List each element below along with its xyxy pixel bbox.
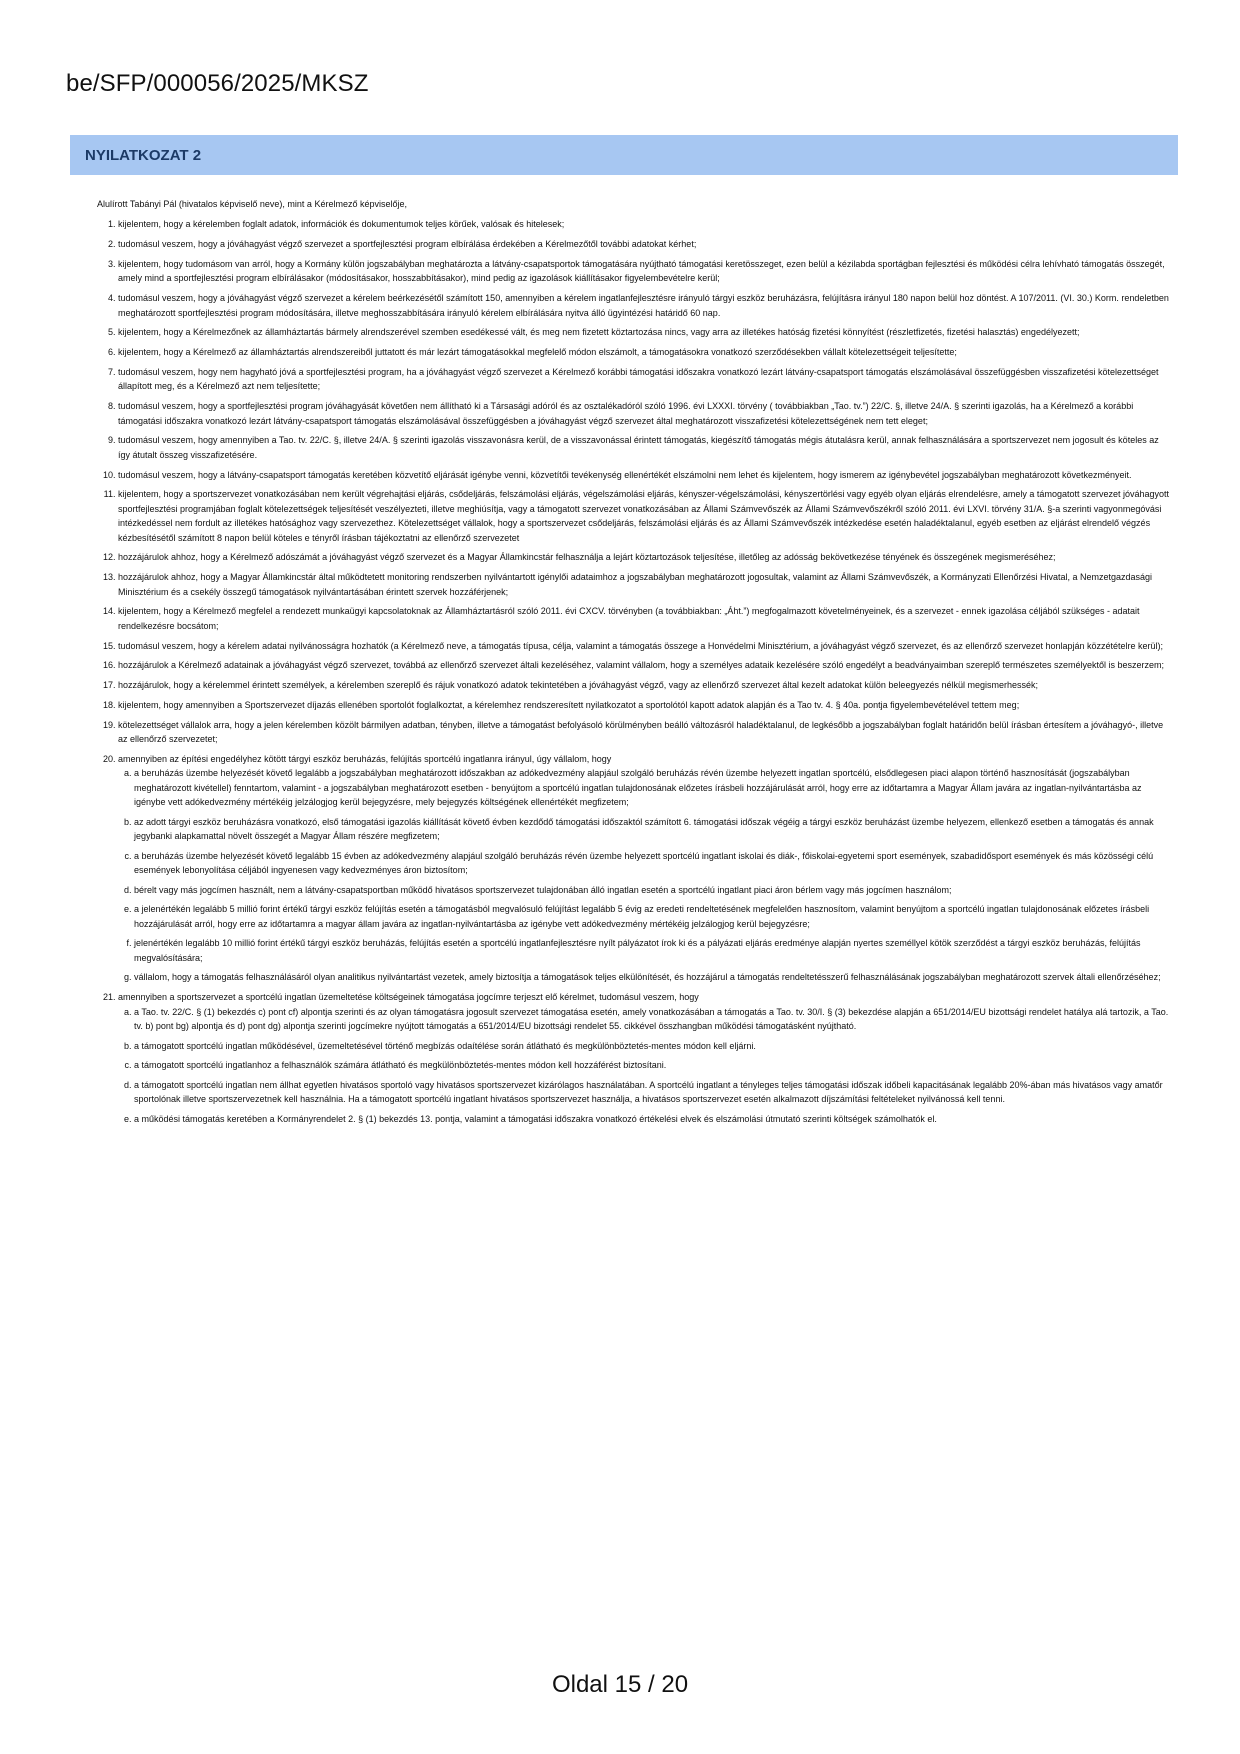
declaration-item-text: tudomásul veszem, hogy nem hagyható jóvá a sportfejlesztési program, ha a jóváhagyást végző szervezet a Kérelmező korábbi támogatási időszakra vonatkozó lezárt látvány-csapatsport támogatás elszámolásával összefüggésben visszafizetési kötelezettséget állapított meg, és a Kérelmező azt nem teljesítette; — [118, 367, 1159, 392]
declaration-item-text: kijelentem, hogy a Kérelmező az államháztartás alrendszereiből juttatott és már lezárt támogatásokkal megfelelő módon elszámolt, a támogatásokra vonatkozó szerződésekben vállalt kötelezettségeit teljesítette; — [118, 347, 957, 358]
declaration-subitem: f. jelenértékén legalább 10 millió forint értékű tárgyi eszköz beruházás, felújítás esetén a sportcélú ingatlanfejlesztésre nyílt pályázatot írok ki és a pályázati eljárás eredménye alapján nyertes személlyel kötök szerződést a tárgyi eszköz beruházás, felújítás megvalósítására; — [134, 936, 1172, 965]
declaration-item — [118, 291, 1172, 320]
declaration-subitem: e. a jelenértékén legalább 5 millió forint értékű tárgyi eszköz felújítás esetén a támogatásból megvalósuló felújítást legalább 5 évig az eredeti rendeltetésének megfelelően hasznosítom, valamint benyújtom a sportcélú ingatlan tulajdonosának előzetes írásbeli hozzájárulását arról, hogy erre az időtartamra a magyar állam javára az ingatlan-nyilvántartásba az igénybe vett adókedvezmény mértékéig jelzálogjog kerül bejegyzésre; — [134, 902, 1172, 931]
declaration-subitem: b. az adott tárgyi eszköz beruházásra vonatkozó, első támogatási igazolás kiállítását követő évben kezdődő támogatási időszaktól számított 6. támogatási időszak végéig a tárgyi eszköz beruházást üzembe helyezem, ellenkező esetben a támogatás és annak jegybanki alapkamattal növelt összegét a Magyar Állam részére megfizetem; — [134, 815, 1172, 844]
declaration-item-text: kijelentem, hogy tudomásom van arról, hogy a Kormány külön jogszabályban meghatározta a látvány-csapatsportok támogatására nyújtható támogatási keretösszeget, ezen belül a kézilabda sportágban fejlesztési és működési célra lehívható támogatás összegét, amely mind a sportfejlesztési program elbírálásakor (módosításakor, hosszabbításakor), mind pedig az igazolások kiállításakor figyelembevételre kerül; — [118, 259, 1165, 284]
declaration-item — [118, 718, 1172, 747]
declaration-item-text: amennyiben a sportszervezet a sportcélú ingatlan üzemeltetése költségeinek támogatása jogcímre terjeszt elő kérelmet, tudomásul veszem, hogy — [118, 992, 699, 1003]
declaration-item — [118, 468, 1172, 482]
declaration-item-text: tudomásul veszem, hogy a kérelem adatai nyilvánosságra hozhatók (a Kérelmező neve, a támogatás típusa, célja, valamint a támogatás összege a Honvédelmi Minisztérium, a jóváhagyást végző szervezet, és az ellenőrző szervezet honlapján közzétételre kerül); — [118, 640, 1164, 651]
declaration-item-text: kijelentem, hogy a Kérelmező megfelel a rendezett munkaügyi kapcsolatoknak az Államháztartásról szóló 2011. évi CXCV. törvényben (a továbbiakban: „Áht.”) megfogalmazott követelményeinek, és a szervezet - ennek igazolása céljából szükséges - adatait rendelkezésre bocsátom; — [118, 606, 1140, 631]
declaration-item — [118, 658, 1172, 672]
declaration-item — [118, 678, 1172, 692]
declaration-item-text: hozzájárulok, hogy a kérelemmel érintett személyek, a kérelemben szereplő és rájuk vonatkozó adatok tekintetében a jóváhagyást végző, vagy az ellenőrző szervezet által kezelt adatokat külön beleegyezés nélkül megismerhessék; — [118, 680, 1038, 691]
declaration-item — [118, 570, 1172, 599]
section-header-bar — [70, 135, 1178, 175]
declaration-item-text: kijelentem, hogy a Kérelmezőnek az államháztartás bármely alrendszerével szemben esedékessé vált, és meg nem fizetett köztartozása nincs, vagy arra az illetékes hatóság fizetési könnyítést (részletfizetés, fizetési halasztás) engedélyezett; — [118, 327, 1080, 338]
declaration-item-text: amennyiben az építési engedélyhez kötött tárgyi eszköz beruházás, felújítás sportcélú ingatlanra irányul, úgy vállalom, hogy — [118, 754, 612, 765]
declaration-item — [118, 345, 1172, 359]
declaration-item — [118, 433, 1172, 462]
declaration-item — [118, 604, 1172, 633]
declaration-item — [118, 639, 1172, 653]
document-id: be/SFP/000056/2025/MKSZ — [66, 70, 369, 97]
declaration-subitem: a. a Tao. tv. 22/C. § (1) bekezdés c) pont cf) alpontja szerinti és az olyan támogatásra jogosult szervezet támogatása esetén, amely vonatkozásában a támogatás a Tao. tv. 30/I. § (3) bekezdése alapján a 651/2014/EU bizottsági rendelet hatálya alá tartozik, a Tao. tv. b) pont bg) alpontja és d) pont dg) alpontja szerinti jogcímekre nyújtott támogatás a 651/2014/EU bizottsági rendelet 55. cikkével összhangban működési támogatásként nyújtható. — [134, 1005, 1172, 1034]
declaration-item-text: hozzájárulok ahhoz, hogy a Kérelmező adószámát a jóváhagyást végző szervezet és a Magyar Államkincstár felhasználja a lejárt köztartozások teljesítése, illetőleg az adósság bekövetkezése tényének és összegének megismeréséhez; — [118, 552, 1056, 563]
declaration-item — [118, 698, 1172, 712]
declaration-subitem: d. a támogatott sportcélú ingatlan nem állhat egyetlen hivatásos sportoló vagy hivatásos sportszervezet kizárólagos használatában. A sportcélú ingatlant a tényleges teljes támogatási időszak időbeli kapacitásának legalább 20%-ában más hivatásos vagy amatőr sportolónak illetve sportszervezetnek kell használnia. Ha a támogatott sportcélú ingatlant hivatásos sportszervezet használja, a hivatásos sportszervezet esetén alkalmazott díjszámítási feltételeket nyilvánossá kell tenni. — [134, 1078, 1172, 1107]
declaration-item — [118, 990, 1172, 1126]
declaration-sublist — [118, 1005, 1172, 1127]
declaration-item — [118, 237, 1172, 251]
declaration-body — [97, 197, 1172, 1132]
declaration-subitem: g. vállalom, hogy a támogatás felhasználásáról olyan analitikus nyilvántartást vezetek, amely biztosítja a támogatások teljes elkülönítését, és hozzájárul a támogatás rendeltetésszerű felhasználásának jogszabályban meghatározott szervek általi ellenőrzéséhez; — [134, 970, 1172, 984]
declaration-item-text: tudomásul veszem, hogy a látvány-csapatsport támogatás keretében közvetítő eljárását igénybe venni, közvetítői tevékenység ellenértékét elszámolni nem lehet és kijelentem, hogy ismerem az igénybevétel jogszabályban meghatározott következményeit. — [118, 469, 1132, 480]
declaration-sublist — [118, 766, 1172, 984]
declaration-subitem: c. a beruházás üzembe helyezését követő legalább 15 évben az adókedvezmény alapjául szolgáló beruházás révén üzembe helyezett sportcélú ingatlant iskolai és diák-, főiskolai-egyetemi sport események, szabadidősport események és más közösségi célú események lebonyolítása céljából ingyenesen vagy kedvezményes áron biztosítom; — [134, 849, 1172, 878]
declaration-item — [118, 217, 1172, 231]
declaration-subitem: b. a támogatott sportcélú ingatlan működésével, üzemeltetésével történő megbízás odaítélése során átlátható és megkülönböztetés-mentes módon kell eljárni. — [134, 1039, 1172, 1053]
declaration-subitem: d. bérelt vagy más jogcímen használt, nem a látvány-csapatsportban működő hivatásos sportszervezet tulajdonában álló ingatlan esetén a sportcélú ingatlant piaci áron bérlem vagy más jogcímen használom; — [134, 883, 1172, 897]
declaration-list — [97, 217, 1172, 1126]
declaration-item-text: tudomásul veszem, hogy a jóváhagyást végző szervezet a kérelem beérkezésétől számított 150, amennyiben a kérelem ingatlanfejlesztésre irányuló tárgyi eszköz beruházásra, felújításra irányul 180 napon belül hoz döntést. A 107/2011. (VI. 30.) Korm. rendeletben meghatározott sportfejlesztési program módosítására, illetve meghosszabbítására irányuló kérelem elbírálására nyitva álló ügyintézési határidő 60 nap. — [118, 293, 1169, 318]
declaration-item — [118, 752, 1172, 985]
declaration-subitem: e. a működési támogatás keretében a Kormányrendelet 2. § (1) bekezdés 13. pontja, valamint a támogatási időszakra vonatkozó értékelési elvek és elszámolási útmutató szerinti költségek számolhatók el. — [134, 1112, 1172, 1126]
declaration-item-text: kijelentem, hogy a sportszervezet vonatkozásában nem került végrehajtási eljárás, csődeljárás, felszámolási eljárás, végelszámolási eljárás, kényszer-végelszámolási, kényszertörlési vagy egyéb olyan eljárás elrendelésre, amely a támogatott szervezet jóváhagyott sportfejlesztési programjában foglalt kötelezettségek teljesítését veszélyezteti, illetve meghiúsítja, vagy a támogatott szervezet vonatkozásában az Állami Számvevőszék az Állami Számvevőszékről szóló 2011. évi LXVI. törvény 31/A. §-a szerinti vagyonmegóvási intézkedéssel nem fordult az illetékes hatósághoz vagy szervezethez. Kötelezettséget vállalok, hogy a sportszervezet csődeljárás, felszámolási eljárás és az Állami Számvevőszék intézkedése esetén haladéktalanul, egyéb esetben az eljárást elrendelő végzés kézbesítésétől számított 8 napon belül köteles e tényről írásban tájékoztatni az ellenőrző szervezetet — [118, 489, 1170, 543]
declaration-item — [118, 487, 1172, 545]
declaration-item — [118, 257, 1172, 286]
section-title: NYILATKOZAT 2 — [85, 146, 202, 164]
declaration-item-text: tudomásul veszem, hogy a jóváhagyást végző szervezet a sportfejlesztési program elbírálása érdekében a Kérelmezőtől további adatokat kérhet; — [118, 239, 697, 250]
intro-statement: Alulírott Tabányi Pál (hivatalos képviselő neve), mint a Kérelmező képviselője, — [97, 199, 407, 209]
declaration-item — [118, 365, 1172, 394]
declaration-item — [118, 399, 1172, 428]
page-number: Oldal 15 / 20 — [551, 1671, 689, 1698]
declaration-subitem: c. a támogatott sportcélú ingatlanhoz a felhasználók számára átlátható és megkülönböztetés-mentes módon kell hozzáférést biztosítani. — [134, 1058, 1172, 1072]
declaration-item-text: tudomásul veszem, hogy a sportfejlesztési program jóváhagyását követően nem állítható ki a Társasági adóról és az osztalékadóról szóló 1996. évi LXXXI. törvény ( továbbiakban „Tao. tv.”) 22/C. §, illetve 24/A. § szerinti igazolás, ha a Kérelmező a korábbi támogatási időszakra vonatkozó lezárt látvány-csapatsport támogatás elszámolásával összefüggésben a jóváhagyást végző szervezet által meghatározott visszafizetési kötelezettségének nem tett eleget; — [118, 401, 1134, 426]
declaration-item-text: kijelentem, hogy a kérelemben foglalt adatok, információk és dokumentumok teljes körűek, valósak és hitelesek; — [118, 219, 565, 230]
declaration-item — [118, 550, 1172, 564]
declaration-item-text: kötelezettséget vállalok arra, hogy a jelen kérelemben közölt bármilyen adatban, tényben, illetve a támogatást befolyásoló körülményben beálló változásról haladéktalanul, de legkésőbb a jogszabályban foglalt határidőn belül írásban értesítem a jóváhagyó-, illetve az ellenőrző szervezetet; — [118, 719, 1164, 745]
declaration-item-text: tudomásul veszem, hogy amennyiben a Tao. tv. 22/C. §, illetve 24/A. § szerinti igazolás visszavonásra kerül, de a visszavonással érintett támogatás, kiegészítő támogatás mégis átutalásra kerül, annak felhasználására a sportszervezet nem jogosult és köteles az így átutalt összeg visszafizetésére. — [118, 435, 1159, 460]
declaration-item — [118, 325, 1172, 339]
declaration-item-text: kijelentem, hogy amennyiben a Sportszervezet díjazás ellenében sportolót foglalkoztat, a kérelemhez rendszeresített nyilatkozatot a sportolótól kapott adatok alapján és a Tao tv. 4. § 40a. pontja figyelembevételével tettem meg; — [118, 700, 1020, 711]
declaration-subitem: a. a beruházás üzembe helyezését követő legalább a jogszabályban meghatározott időszakban az adókedvezmény alapjául szolgáló beruházás révén üzembe helyezett ingatlan sportcélú, elsődlegesen piaci alapon történő hasznosítását (jogszabályban meghatározott kivétellel) fenntartom, valamint - a jogszabályban meghatározott esetben - benyújtom a sportcélú ingatlan tulajdonosának előzetes írásbeli hozzájárulását arról, hogy erre az időtartamra a Magyar Állam javára az ingatlan-nyilvántartásba az igénybe vett adókedvezmény mértékéig jelzálogjog kerül bejegyzésre, mely bejegyzés költségének ellenértékét megfizetem; — [134, 766, 1172, 809]
declaration-item-text: hozzájárulok a Kérelmező adatainak a jóváhagyást végző szervezet, továbbá az ellenőrző szervezet általi kezeléséhez, valamint vállalom, hogy a személyes adataik kezelésére szóló engedélyt a beadványaimban szereplő természetes személyektől is beszerzem; — [118, 660, 1165, 671]
declaration-item-text: hozzájárulok ahhoz, hogy a Magyar Államkincstár által működtetett monitoring rendszerben nyilvántartott igénylői adataimhoz a jogszabályban meghatározott jogosultak, valamint az Állami Számvevőszék, a Kormányzati Ellenőrzési Hivatal, a Nemzetgazdasági Minisztérium és a csekély összegű támogatások nyilvántartásában érintett szervek hozzáférjenek; — [118, 572, 1153, 597]
